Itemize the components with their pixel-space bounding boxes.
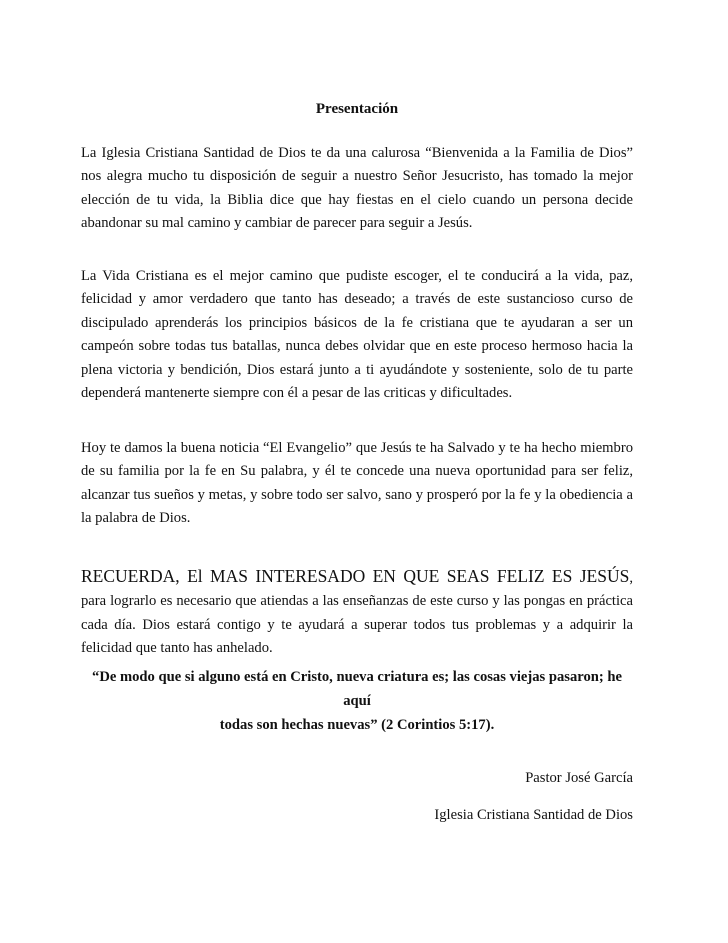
remember-emphasis: RECUERDA, El MAS INTERESADO EN QUE SEAS FELIZ ES JESÚS [81,566,630,586]
page-title: Presentación [315,101,399,117]
signature-organization: Iglesia Cristiana Santidad de Dios [434,807,633,823]
paragraph-remember [81,565,633,661]
paragraph-christian-life: La Vida Cristiana es el mejor camino que pudiste escoger, el te conducirá a la vida, paz, felicidad y amor verdadero que tanto has deseado; a través de este sustancioso curso de discipulado aprenderás los principios básicos de la fe cristiana que te ayudaran a ser un campeón sobre todas tus batallas, nunca debes olvidar que en este proceso hermoso hacia la plena victoria y bendición, Dios estará junto a ti ayudándote y sosteniente, solo de tu parte dependerá mantenerte siempre con él a pesar de las criticas y dificultades. [81,268,633,402]
bible-quote [81,665,633,737]
paragraph-gospel: Hoy te damos la buena noticia “El Evangelio” que Jesús te ha Salvado y te ha hecho miembro de su familia por la fe en Su palabra, y él te concede una nueva oportunidad para ser feliz, alcanzar tus sueños y metas, y sobre todo ser salvo, sano y prosperó por la fe y la obediencia a la palabra de Dios. [81,440,633,527]
paragraph-welcome: La Iglesia Cristiana Santidad de Dios te da una calurosa “Bienvenida a la Familia de Dios” nos alegra mucho tu disposición de seguir a nuestro Señor Jesucristo, has tomado la mejor elección de tu vida, la Biblia dice que hay fiestas en el cielo cuando un persona decide abandonar su mal camino y cambiar de parecer para seguir a Jesús. [81,145,633,232]
quote-line-1: “De modo que si alguno está en Cristo, nueva criatura es; las cosas viejas pasaron; he aquí [92,669,622,709]
quote-line-2: todas son hechas nuevas” (2 Corintios 5:17). [219,717,495,733]
remember-text: , para lograrlo es necesario que atiendas a las enseñanzas de este curso y las pongas en práctica cada día. Dios estará contigo y te ayudará a superar todos tus problemas y a adquirir la felicidad que tanto has anhelado. [81,570,633,657]
signature-name: Pastor José García [525,770,633,786]
